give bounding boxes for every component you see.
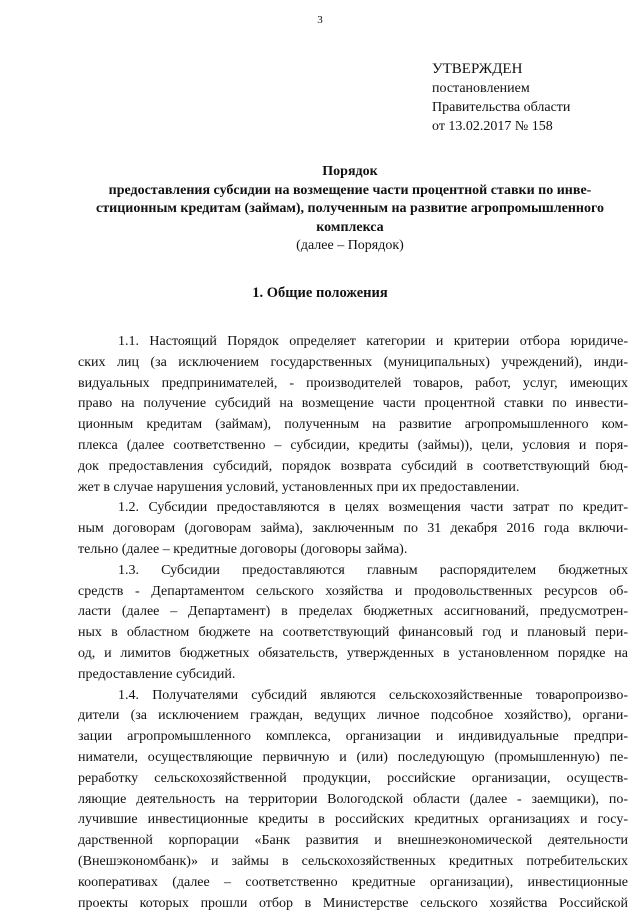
approval-date: от 13.02.2017 № 158 — [432, 119, 553, 134]
body-line: дарственной корпорации «Банк развития и внешнеэкономической деятельности — [78, 833, 628, 849]
body-line: плекса (далее соответственно – субсидии, кредиты (займы)), цели, условия и поря- — [78, 437, 628, 453]
body-line: лучившие инвестиционные кредиты в российских кредитных организациях и госу- — [78, 812, 628, 828]
section-heading: 1. Общие положения — [252, 285, 388, 301]
body-line: 1.4. Получателями субсидий являются сельскохозяйственные товаропроизво- — [118, 687, 628, 703]
title-line: предоставления субсидии на возмещение части процентной ставки по инве- — [108, 182, 592, 198]
body-line: ляющие деятельность на территории Вологодской области (далее - заемщики), по- — [78, 791, 628, 807]
body-line: 1.1. Настоящий Порядок определяет категории и критерии отбора юридиче- — [118, 334, 628, 349]
body-line: тельно (далее – кредитные договоры (договоры займа). — [78, 541, 408, 557]
body-line: ниматели, осуществляющие первичную и (или) последующую (промышленную) пе- — [78, 749, 628, 765]
title-line: стиционным кредитам (займам), полученным на развитие агропромышленного — [96, 201, 604, 216]
body-line: дители (за исключением граждан, ведущих личное подсобное хозяйство), органи- — [78, 708, 628, 724]
approval-block — [432, 60, 570, 136]
body-line: ционным кредитам (займам), полученным на развитие агропромышленного ком- — [78, 417, 628, 433]
body-line: од, и лимитов бюджетных обязательств, утвержденных в установленном порядке на — [78, 645, 628, 661]
body-line: 1.2. Субсидии предоставляются в целях возмещения части затрат по кредит- — [118, 500, 628, 516]
body-line: право на получение субсидий на возмещение части процентной ставки по инвести- — [78, 396, 628, 412]
body-line: зации агропромышленного комплекса, организации и индивидуальные предпри- — [78, 729, 628, 745]
body-text — [78, 332, 628, 914]
title-line: Порядок — [322, 164, 378, 179]
approval-line: Правительства области — [432, 100, 571, 115]
body-line: док предоставления субсидий, порядок возврата субсидий в соответствующий бюд- — [78, 458, 628, 474]
body-line: средств - Департаментом сельского хозяйства и продовольственных ресурсов об- — [78, 583, 628, 599]
page-number: 3 — [317, 14, 323, 26]
body-line: ских лиц (за исключением государственных (муниципальных) учреждений), инди- — [78, 354, 628, 370]
document-title — [70, 163, 630, 256]
approval-approved: УТВЕРЖДЕН — [432, 61, 523, 77]
body-line: видуальных предпринимателей, - производителей товаров, работ, услуг, имеющих — [78, 375, 628, 391]
body-line: ным договорам (договорам займа), заключенным по 31 декабря 2016 года включи- — [78, 521, 628, 537]
body-line: жет в случае нарушения условий, установленных при их предоставлении. — [78, 479, 520, 495]
body-line: 1.3. Субсидии предоставляются главным распорядителем бюджетных — [118, 562, 628, 578]
body-line: предоставление субсидий. — [78, 666, 236, 682]
body-line: (Внешэкономбанк)» и займы в сельскохозяйственных кредитных потребительских — [78, 853, 628, 869]
title-line: комплекса — [316, 219, 384, 235]
body-line: реработку сельскохозяйственной продукции, российские организации, осуществ- — [78, 770, 628, 786]
approval-line: постановлением — [432, 81, 530, 96]
body-line: проекты которых прошли отбор в Министерстве сельского хозяйства Российской — [78, 895, 628, 911]
title-note: (далее – Порядок) — [296, 238, 404, 253]
body-line: ных в областном бюджете на соответствующий финансовый год и плановый пери- — [78, 625, 628, 641]
body-line: кооперативах (далее – соответственно кредитные организации), инвестиционные — [78, 874, 628, 890]
body-line: ласти (далее – Департамент) в пределах бюджетных ассигнований, предусмотрен- — [78, 604, 628, 620]
